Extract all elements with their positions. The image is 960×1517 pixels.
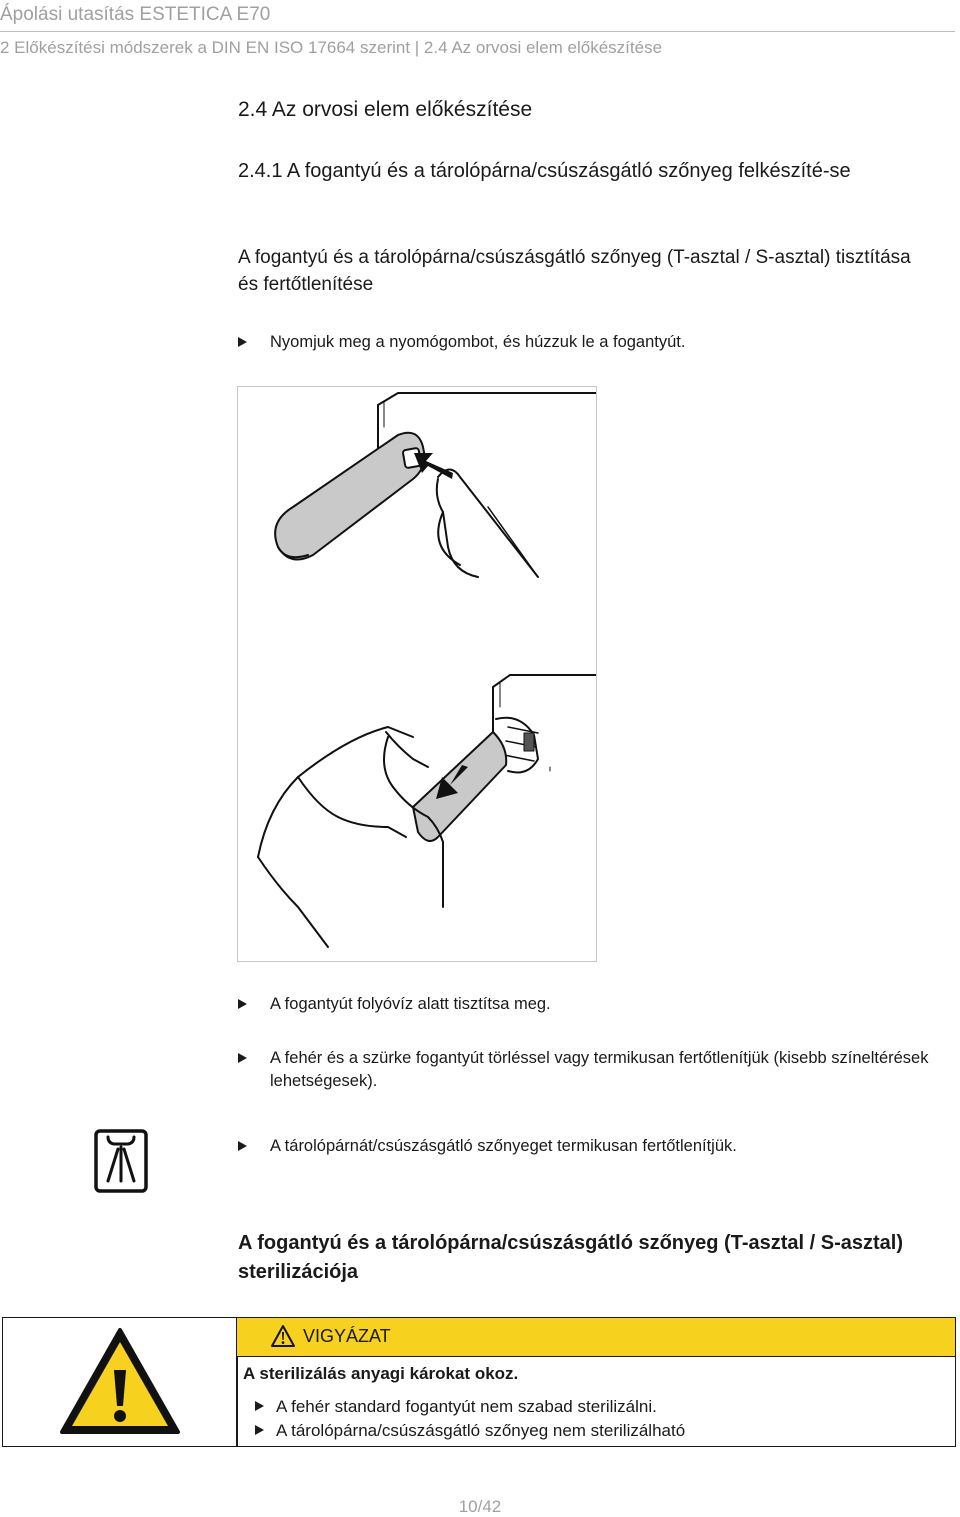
small-warning-icon (270, 1324, 296, 1348)
sterilization-heading: A fogantyú és a tárolópárna/csúszásgátló szőnyeg (T-asztal / S-asztal) sterilizációja (238, 1232, 903, 1283)
bullet-triangle-icon (255, 1425, 264, 1435)
header-divider (0, 31, 955, 32)
subsection-heading: 2.4.1 A fogantyú és a tárolópárna/csúszásgátló szőnyeg felkészíté-se (238, 160, 851, 182)
warning-item-text: A fehér standard fogantyút nem szabad sterilizálni. (276, 1397, 657, 1416)
handle-removal-drawing (238, 387, 596, 961)
step-2-text: A fogantyút folyóvíz alatt tisztítsa meg. (270, 995, 551, 1013)
large-warning-icon (58, 1326, 182, 1436)
thermo-disinfector-icon (94, 1129, 148, 1193)
warning-message: A sterilizálás anyagi károkat okoz. (243, 1364, 519, 1383)
bullet-triangle-icon (238, 1053, 247, 1063)
bullet-triangle-icon (238, 1141, 247, 1151)
bullet-triangle-icon (238, 999, 247, 1009)
cleaning-heading: A fogantyú és a tárolópárna/csúszásgátló szőnyeg (T-asztal / S-asztal) tisztítása és fertőtlenítése (238, 247, 911, 295)
bullet-triangle-icon (255, 1401, 264, 1411)
warning-item-text: A tárolópárna/csúszásgátló szőnyeg nem sterilizálható (276, 1421, 686, 1440)
step-1-text: Nyomjuk meg a nyomógombot, és húzzuk le a fogantyút. (270, 333, 686, 351)
step-4-text: A tárolópárnát/csúszásgátló szőnyeget termikusan fertőtlenítjük. (270, 1137, 737, 1155)
bullet-triangle-icon (238, 337, 247, 347)
handle-removal-illustration (237, 386, 597, 962)
warning-label: VIGYÁZAT (303, 1326, 391, 1346)
page-number: 10/42 (458, 1497, 502, 1516)
step-3-text: A fehér és a szürke fogantyút törléssel vagy termikusan fertőtlenítjük (kisebb színeltérések lehetségesek). (270, 1049, 929, 1090)
section-heading: 2.4 Az orvosi elem előkészítése (238, 98, 533, 121)
breadcrumb: 2 Előkészítési módszerek a DIN EN ISO 17664 szerint | 2.4 Az orvosi elem előkészítése (0, 38, 663, 57)
document-title: Ápolási utasítás ESTETICA E70 (0, 4, 271, 25)
